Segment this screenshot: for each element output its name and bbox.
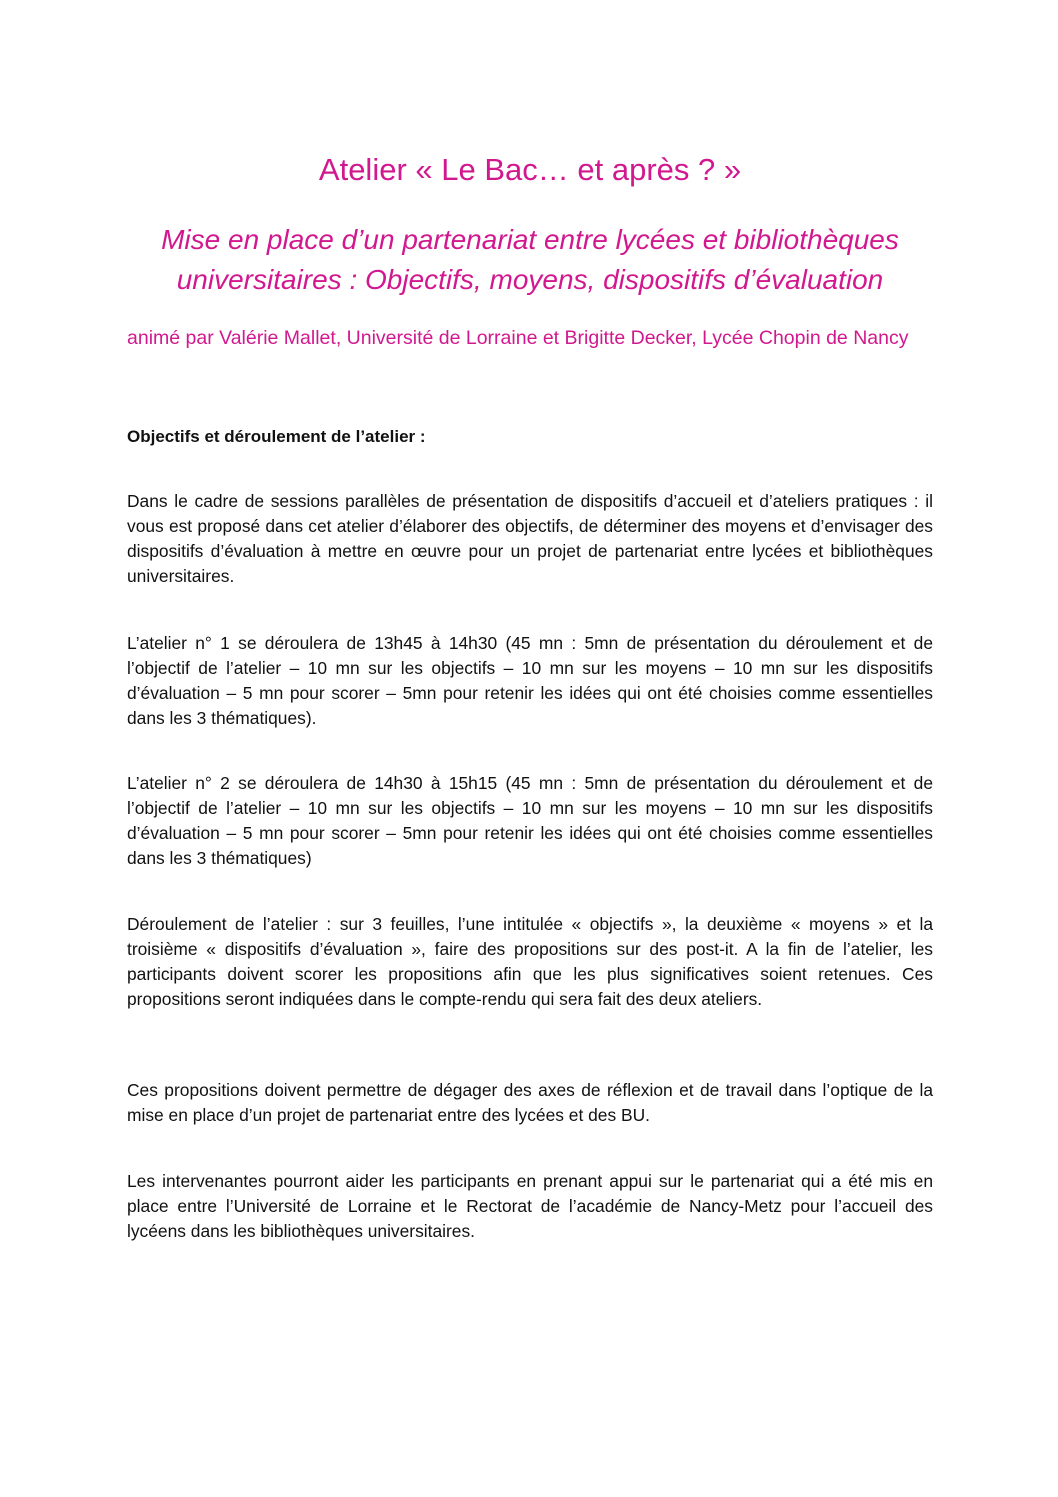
subtitle-line-2: universitaires : Objectifs, moyens, dispositifs d’évaluation: [176, 264, 884, 295]
paragraph-context: Dans le cadre de sessions parallèles de présentation de dispositifs d’accueil et d’ateliers pratiques : il vous est proposé dans cet atelier d’élaborer des objectifs, de déterminer des moyens et d’envisager des dispositifs d’évaluation à mettre en œuvre pour un projet de partenariat entre lycées et bibliothèques universitaires.: [127, 491, 933, 586]
paragraph-atelier-1: L’atelier n° 1 se déroulera de 13h45 à 14h30 (45 mn : 5mn de présentation du déroulement et de l’objectif de l’atelier – 10 mn sur les objectifs – 10 mn sur les moyens – 10 mn sur les dispositifs d’évaluation – 5 mn pour scorer – 5mn pour retenir les idées qui ont été choisies comme essentielles dans les 3 thématiques).: [127, 633, 933, 728]
section-heading: Objectifs et déroulement de l’atelier :: [127, 427, 426, 446]
paragraph-propositions: Ces propositions doivent permettre de dégager des axes de réflexion et de travail dans l’optique de la mise en place d’un projet de partenariat entre des lycées et des BU.: [127, 1080, 933, 1125]
paragraph-intervenantes: Les intervenantes pourront aider les participants en prenant appui sur le partenariat qui a été mis en place entre l’Université de Lorraine et le Rectorat de l’académie de Nancy-Metz pour l’accueil des lycéens dans les bibliothèques universitaires.: [127, 1171, 933, 1241]
animators-line: animé par Valérie Mallet, Université de Lorraine et Brigitte Decker, Lycée Chopin de Nancy: [127, 327, 909, 349]
subtitle-line-1: Mise en place d’un partenariat entre lycées et bibliothèques: [161, 224, 899, 255]
document-subtitle: [127, 220, 933, 300]
paragraph-atelier-2: L’atelier n° 2 se déroulera de 14h30 à 15h15 (45 mn : 5mn de présentation du déroulement et de l’objectif de l’atelier – 10 mn sur les objectifs – 10 mn sur les moyens – 10 mn sur les dispositifs d’évaluation – 5 mn pour scorer – 5mn pour retenir les idées qui ont été choisies comme essentielles dans les 3 thématiques): [127, 773, 933, 868]
document-title: Atelier « Le Bac… et après ? »: [318, 152, 742, 187]
paragraph-deroulement: Déroulement de l’atelier : sur 3 feuilles, l’une intitulée « objectifs », la deuxième « moyens » et la troisième « dispositifs d’évaluation », faire des propositions sur des post-it. A la fin de l’atelier, les participants doivent scorer les propositions afin que les plus significatives soient retenues. Ces propositions seront indiquées dans le compte-rendu qui sera fait des deux ateliers.: [127, 914, 933, 1009]
